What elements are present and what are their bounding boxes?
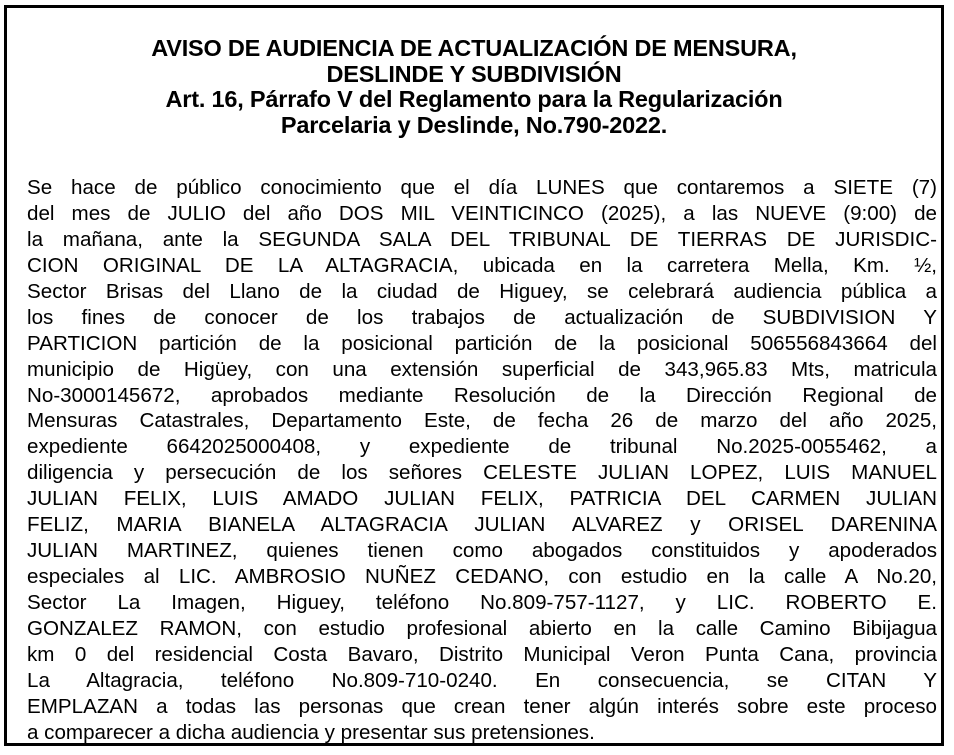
body-line: municipio de Higüey, con una extensión superficial de 343,965.83 Mts, matricula [27, 357, 937, 381]
body-line: especiales al LIC. AMBROSIO NUÑEZ CEDANO, con estudio en la calle A No.20, [27, 565, 937, 589]
body-line: km 0 del residencial Costa Bavaro, Distrito Municipal Veron Punta Cana, provincia [27, 642, 937, 666]
body-line: No-3000145672, aprobados mediante Resolución de la Dirección Regional de [27, 383, 937, 407]
body-line: FELIZ, MARIA BIANELA ALTAGRACIA JULIAN ALVAREZ y ORISEL DARENINA [27, 513, 937, 537]
body-line: JULIAN FELIX, LUIS AMADO JULIAN FELIX, PATRICIA DEL CARMEN JULIAN [27, 487, 937, 511]
title-line: DESLINDE Y SUBDIVISIÓN [326, 60, 622, 87]
body-line: Mensuras Catastrales, Departamento Este, de fecha 26 de marzo del año 2025, [27, 409, 937, 433]
body-line: GONZALEZ RAMON, con estudio profesional abierto en la calle Camino Bibijagua [27, 616, 937, 640]
notice-frame [4, 5, 944, 746]
body-line: Se hace de público conocimiento que el día LUNES que contaremos a SIETE (7) [27, 176, 937, 199]
body-line: diligencia y persecución de los señores CELESTE JULIAN LOPEZ, LUIS MANUEL [27, 461, 937, 485]
body-line: CION ORIGINAL DE LA ALTAGRACIA, ubicada en la carretera Mella, Km. ½, [27, 253, 937, 277]
body-line: los fines de conocer de los trabajos de actualización de SUBDIVISION Y [27, 305, 937, 329]
notice-heading [27, 36, 921, 138]
body-line: la mañana, ante la SEGUNDA SALA DEL TRIBUNAL DE TIERRAS DE JURISDIC- [27, 227, 937, 251]
body-line: Sector La Imagen, Higuey, teléfono No.809-757-1127, y LIC. ROBERTO E. [27, 591, 937, 614]
body-line: Sector Brisas del Llano de la ciudad de Higuey, se celebrará audiencia pública a [27, 279, 937, 303]
body-line: La Altagracia, teléfono No.809-710-0240. En consecuencia, se CITAN Y [27, 668, 937, 692]
body-line: PARTICION partición de la posicional partición de la posicional 506556843664 del [27, 331, 937, 355]
subtitle-line: Art. 16, Párrafo V del Reglamento para la Regularización [165, 86, 783, 112]
title-line: AVISO DE AUDIENCIA DE ACTUALIZACIÓN DE MENSURA, [151, 35, 797, 61]
body-line: expediente 6642025000408, y expediente de tribunal No.2025-0055462, a [27, 435, 937, 459]
notice-body [27, 175, 937, 746]
body-line: a comparecer a dicha audiencia y presentar sus pretensiones. [27, 720, 595, 744]
body-line: del mes de JULIO del año DOS MIL VEINTICINCO (2025), a las NUEVE (9:00) de [27, 201, 937, 225]
body-line: EMPLAZAN a todas las personas que crean tener algún interés sobre este proceso [27, 694, 937, 718]
body-line: JULIAN MARTINEZ, quienes tienen como abogados constituidos y apoderados [27, 539, 937, 563]
subtitle-line: Parcelaria y Deslinde, No.790-2022. [280, 111, 668, 138]
